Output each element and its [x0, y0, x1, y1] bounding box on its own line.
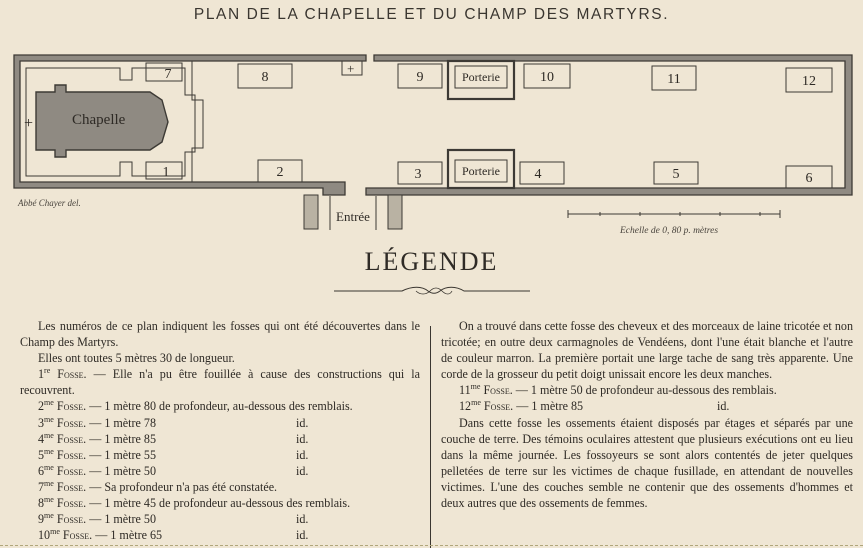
- fosse-word: Fosse.: [53, 399, 87, 414]
- fosse-number: 5: [38, 447, 45, 462]
- fosse-word: Fosse.: [480, 399, 514, 414]
- fosse-number: 2: [38, 399, 45, 414]
- fosse-ordinal-suffix: me: [44, 414, 54, 424]
- fosse-number: 6: [38, 463, 45, 478]
- label-grave-11: 11: [667, 72, 681, 87]
- fosse-idem: id.: [296, 431, 309, 446]
- fosse-idem: id.: [296, 415, 309, 430]
- fosse-ordinal-suffix: me: [470, 382, 481, 392]
- label-grave-10: 10: [540, 70, 554, 85]
- fosse-ordinal-suffix: me: [44, 511, 54, 521]
- fosse-entry: [20, 527, 420, 543]
- fosse-entry: [20, 479, 420, 495]
- fosse-ordinal-suffix: me: [471, 398, 481, 408]
- fosse-number: 1: [38, 367, 45, 382]
- porterie-label-top: Porterie: [462, 70, 500, 84]
- label-grave-1: 1: [162, 165, 170, 180]
- credit-text: Abbé Chayer del.: [18, 198, 81, 208]
- fosse-word: Fosse.: [53, 415, 87, 430]
- scale-label: Echelle de 0, 80 p. mètres: [620, 226, 719, 236]
- fosse-description: — 1 mètre 45 de profondeur au-dessous des remblais.: [86, 496, 351, 511]
- fosse-idem: id.: [296, 447, 309, 462]
- fosse-number: 8: [38, 496, 45, 511]
- label-grave-5: 5: [672, 167, 680, 182]
- fosse-word: Fosse.: [53, 479, 87, 494]
- legend-length-note: Elles ont toutes 5 mètres 30 de longueur.: [38, 351, 235, 366]
- fosse-entry: [20, 366, 420, 398]
- column-rule: [430, 326, 431, 548]
- fosse-description: — Elle n'a pu être fouillée à cause des constructions qui la recouvrent.: [20, 367, 420, 398]
- fosse-ordinal-suffix: me: [44, 398, 54, 408]
- fosse-12-description: Dans cette fosse les ossements étaient disposés par étages et séparés par une couche de terre. Des témoins oculaires attestent que plusieurs exécutions ont eu lieu dans la même journée. Les fossoyeurs se sont alors contentés de jeter quelques pelletées de terre sur les victimes de chaque fusillade, en attendant de nouvelles victimes. L'une des couches semble ne contenir que des ossements d'hommes et deux autres que des ossements de femmes.: [441, 415, 853, 511]
- plan-title: PLAN DE LA CHAPELLE ET DU CHAMP DES MARTYRS.: [193, 6, 670, 23]
- fosse-entry: [20, 463, 420, 479]
- fosse-description: — 1 mètre 85: [513, 399, 584, 414]
- legend-title: LÉGENDE: [364, 247, 499, 276]
- fosse-number: 4: [38, 431, 45, 446]
- fosse-list-right: [441, 382, 853, 414]
- legend-left-column: [20, 318, 420, 543]
- fosse-word: Fosse.: [480, 383, 513, 398]
- fosse-10-description: On a trouvé dans cette fosse des cheveux et des morceaux de laine tricotée et non tricotée; en outre deux carmagnoles de Vendéens, dont l'une était blanche et l'autre de couleur marron. La première portait une large tache de sang très apparente. Une corde de la grosseur du petit doigt unissait encore les deux manches.: [441, 319, 853, 382]
- fosse-description: — 1 mètre 80 de profondeur, au-dessous des remblais.: [86, 399, 353, 414]
- chapel-cross: +: [24, 115, 34, 132]
- fosse-word: Fosse.: [53, 512, 87, 527]
- fosse-idem: id.: [296, 528, 309, 543]
- porterie-label-bottom: Porterie: [462, 164, 500, 178]
- fosse-ordinal-suffix: me: [44, 462, 54, 472]
- legend-right-column: [441, 318, 853, 511]
- fosse-description: — Sa profondeur n'a pas été constatée.: [86, 479, 278, 494]
- label-grave-12: 12: [802, 74, 816, 89]
- fosse-entry: [20, 398, 420, 414]
- fosse-description: — 1 mètre 50: [86, 512, 157, 527]
- label-grave-9: 9: [416, 70, 424, 85]
- fosse-entry: [20, 447, 420, 463]
- gatepost-left: [304, 195, 318, 229]
- label-grave-3: 3: [414, 167, 422, 182]
- page-bottom-edge: [0, 545, 863, 546]
- fosse-idem: id.: [296, 463, 309, 478]
- fosse-description: — 1 mètre 50 de profondeur au-dessous des remblais.: [512, 383, 777, 398]
- fosse-ordinal-suffix: re: [44, 366, 51, 376]
- fosse-ordinal-suffix: me: [44, 430, 54, 440]
- fosse-number: 12: [459, 399, 472, 414]
- fosse-ordinal-suffix: me: [50, 527, 60, 537]
- label-grave-8: 8: [261, 70, 269, 85]
- fosse-description: — 1 mètre 85: [86, 431, 157, 446]
- chapel-label: Chapelle: [72, 112, 126, 128]
- fosse-idem: id.: [717, 399, 730, 414]
- ornament-divider: [332, 284, 532, 298]
- fosse-entry: [20, 495, 420, 511]
- fosse-word: Fosse.: [53, 431, 87, 446]
- fosse-word: Fosse.: [53, 447, 87, 462]
- fosse-entry: [20, 431, 420, 447]
- fosse-list-left: [20, 366, 420, 543]
- grave-4: [520, 162, 564, 184]
- small-cross: +: [347, 61, 355, 76]
- label-grave-6: 6: [805, 171, 813, 186]
- fosse-description: — 1 mètre 50: [86, 463, 157, 478]
- fosse-word: Fosse.: [50, 367, 87, 382]
- legend-intro: Les numéros de ce plan indiquent les fosses qui ont été découvertes dans le Champ des Martyrs.: [20, 319, 420, 350]
- fosse-description: — 1 mètre 78: [86, 415, 157, 430]
- fosse-ordinal-suffix: me: [44, 446, 54, 456]
- fosse-entry: [441, 382, 853, 398]
- fosse-number: 11: [459, 383, 471, 398]
- gatepost-right: [388, 195, 402, 229]
- fosse-entry: [441, 398, 853, 414]
- fosse-entry: [20, 511, 420, 527]
- fosse-description: — 1 mètre 55: [86, 447, 157, 462]
- fosse-word: Fosse.: [53, 496, 87, 511]
- fosse-number: 10: [38, 528, 51, 543]
- label-grave-4: 4: [534, 167, 542, 182]
- entrance-label: Entrée: [336, 209, 370, 224]
- fosse-number: 7: [38, 479, 45, 494]
- fosse-number: 3: [38, 415, 45, 430]
- fosse-entry: [20, 415, 420, 431]
- fosse-idem: id.: [296, 512, 309, 527]
- fosse-word: Fosse.: [59, 528, 93, 543]
- fosse-description: — 1 mètre 65: [92, 528, 163, 543]
- label-grave-7: 7: [164, 67, 172, 82]
- label-grave-2: 2: [276, 165, 284, 180]
- fosse-word: Fosse.: [53, 463, 87, 478]
- fosse-ordinal-suffix: me: [44, 495, 54, 504]
- fosse-ordinal-suffix: me: [44, 478, 54, 488]
- fosse-number: 9: [38, 512, 45, 527]
- enclosure-wall-right: [366, 55, 852, 195]
